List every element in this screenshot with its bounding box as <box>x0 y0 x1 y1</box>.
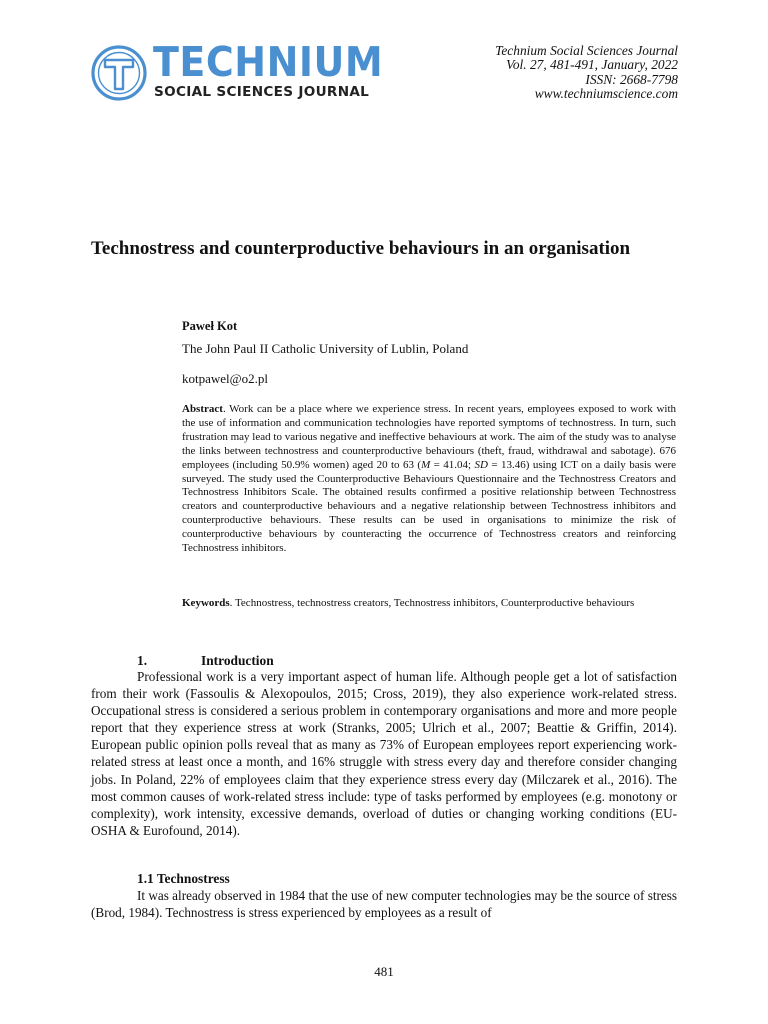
technostress-paragraph: It was already observed in 1984 that the use of new computer technologies may be the source of stress (Brod, 1984). Technostress is stress experienced by employees as a result of <box>91 888 677 921</box>
journal-issn: ISSN: 2668-7798 <box>585 71 678 87</box>
section-title: Introduction <box>201 653 274 668</box>
abstract-mean-symbol: M <box>421 458 431 471</box>
introduction-paragraph: Professional work is a very important aspect of human life. Although people get a lot of satisfaction from their work (Fassoulis & Alexopoulos, 2015; Cross, 2019), they also experience work-related stress. Occupational stress is considered a serious problem in contemporary organisations and more and more people report that they experience stress at work (Stranks, 2005; Ulrich et al., 2007; Beattie & Griffin, 2014). European public opinion polls reveal that as many as 73% of European employees report experiencing work-related stress at least once a month, and 16% struggle with stress every day and therefore consider changing jobs. In Poland, 22% of employees claim that they experience stress every day (Milczarek et al., 2016). The most common causes of work-related stress include: type of tasks performed by employees (e.g. monotony or complexity), work intensity, excessive demands, overload of duties or changing working conditions (EU-OSHA & Eurofound, 2014). <box>91 669 677 838</box>
abstract-mean-value: = 41.04; <box>430 458 475 471</box>
journal-website[interactable]: www.techniumscience.com <box>534 86 678 102</box>
technostress-body <box>91 887 677 921</box>
logo-subtitle: SOCIAL SCIENCES JOURNAL <box>154 84 370 100</box>
journal-volume: Vol. 27, 481-491, January, 2022 <box>506 57 678 73</box>
page-number: 481 <box>374 964 394 979</box>
journal-name: Technium Social Sciences Journal <box>495 43 678 58</box>
section-number: 1. <box>137 653 148 668</box>
keywords-text: . Technostress, technostress creators, Technostress inhibitors, Counterproductive behaviours <box>229 597 635 609</box>
keywords-label: Keywords <box>182 597 230 609</box>
abstract-sd-symbol: SD <box>474 458 488 471</box>
author-block <box>182 318 680 387</box>
abstract-text-part2: = 13.46) using ICT on a daily basis were surveyed. The study used the Counterproductive Behaviours Questionnaire and the Technostress Creators and Technostress Inhibitors Scale. The obtained results confirmed a positive relationship between Technostress creators and counterproductive behaviours and a negative relationship between Technostress inhibitors and counterproductive behaviours. These results can be used in organisations to minimize the risk of counterproductive behaviours by counteracting the occurrence of Technostress creators and reinforcing Technostress inhibitors. <box>182 458 676 555</box>
journal-meta <box>495 44 678 102</box>
section-heading-introduction <box>137 652 274 669</box>
abstract-label: Abstract <box>182 403 223 415</box>
author-affiliation: The John Paul II Catholic University of Lublin, Poland <box>182 341 469 356</box>
subsection-heading-technostress: 1.1 Technostress <box>137 871 230 886</box>
abstract-text-part1: . Work can be a place where we experience stress. In recent years, employees exposed to work with the use of information and communication technologies have reported symptoms of technostress. In turn, such frustration may lead to various negative and ineffective behaviours at work. The aim of the study was to analyse the links between technostress and counterproductive behaviours (theft, fraud, withdrawal and sabotage). 676 employees (including 50.9% women) aged 20 to 63 ( <box>182 403 676 471</box>
technium-logo-icon <box>90 44 148 102</box>
introduction-body <box>91 668 677 839</box>
logo-title: TECHNIUM <box>153 38 384 86</box>
paper-title: Technostress and counterproductive behaviours in an organisation <box>91 238 631 259</box>
abstract <box>182 403 676 556</box>
author-email[interactable]: kotpawel@o2.pl <box>182 371 268 386</box>
journal-header <box>90 40 678 110</box>
keywords <box>182 597 676 611</box>
journal-logo <box>90 38 390 104</box>
author-name: Paweł Kot <box>182 319 238 333</box>
